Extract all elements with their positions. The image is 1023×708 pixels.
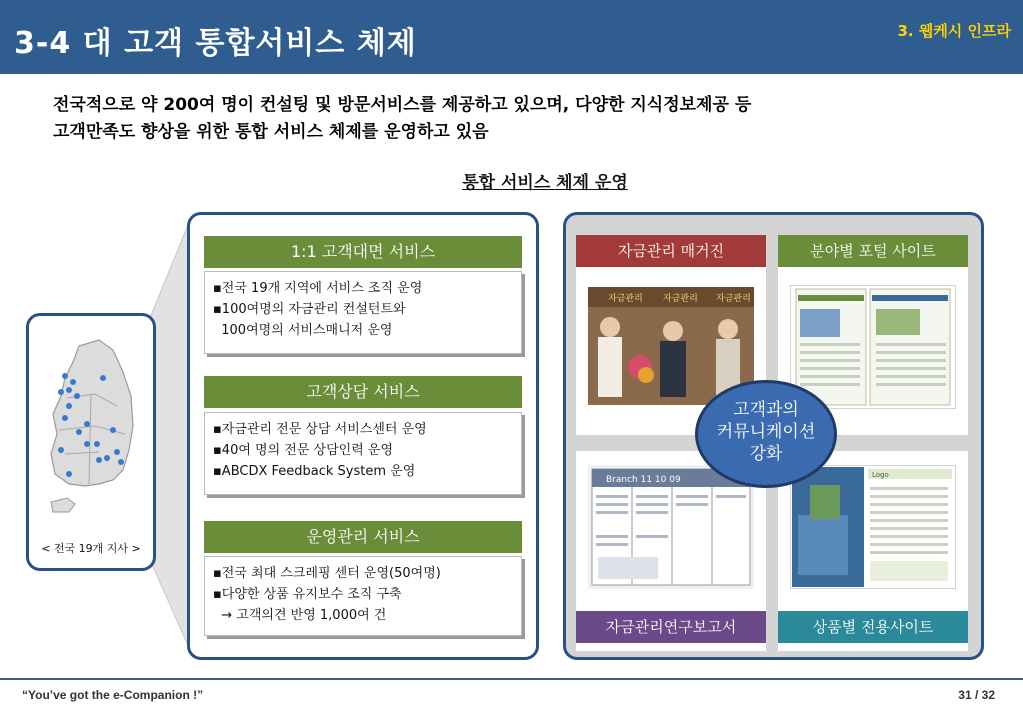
page-number: 31 / 32	[958, 688, 995, 702]
service-item: ▪100여명의 자금관리 컨설턴트와	[213, 302, 406, 317]
product-site-screenshot	[790, 465, 956, 589]
oval-line-3: 강화	[749, 444, 783, 464]
intro-line-1: 전국적으로 약 200여 명이 컨설팅 및 방문서비스를 제공하고 있으며, 다양한 지식정보제공 등	[53, 95, 752, 115]
report-covers-image	[588, 465, 754, 589]
svg-text:Branch 11 10 09: Branch 11 10 09	[606, 475, 681, 485]
service-title-face-to-face: 1:1 고객대면 서비스	[204, 236, 522, 268]
service-body-face-to-face	[204, 271, 522, 354]
channel-label-magazine: 자금관리 매거진	[576, 235, 766, 267]
service-item: ▪다양한 상품 유지보수 조직 구축	[213, 587, 402, 602]
korea-map-panel	[26, 313, 156, 571]
svg-text:자금관리: 자금관리	[716, 294, 751, 304]
service-item: ▪전국 19개 지역에 서비스 조직 운영	[213, 281, 423, 296]
communication-oval	[695, 380, 837, 488]
korea-map-image	[39, 334, 143, 534]
oval-line-2: 커뮤니케이션	[716, 422, 816, 442]
portal-screenshot	[790, 285, 956, 409]
channel-label-product-site: 상품별 전용사이트	[778, 611, 968, 643]
section-label: 3. 웹케시 인프라	[897, 22, 1011, 40]
service-item: 100여명의 서비스매니저 운영	[213, 323, 393, 338]
svg-text:Logo: Logo	[872, 471, 889, 479]
section-subheading: 통합 서비스 체제 운영	[462, 173, 628, 193]
intro-line-2: 고객만족도 향상을 위한 통합 서비스 체제를 운영하고 있음	[53, 122, 489, 142]
service-item: → 고객의견 반영 1,000여 건	[213, 608, 387, 623]
footer-slogan: “You’ve got the e-Companion !”	[22, 688, 204, 702]
footer-divider	[0, 678, 1023, 680]
page-title: 3-4 대 고객 통합서비스 체제	[14, 26, 417, 61]
service-item: ▪자금관리 전문 상담 서비스센터 운영	[213, 422, 427, 437]
svg-text:자금관리: 자금관리	[608, 294, 643, 304]
service-body-operations	[204, 556, 522, 636]
svg-text:자금관리: 자금관리	[663, 294, 698, 304]
service-title-operations: 운영관리 서비스	[204, 521, 522, 553]
service-body-consulting	[204, 412, 522, 495]
service-item: ▪ABCDX Feedback System 운영	[213, 464, 416, 479]
oval-line-1: 고객과의	[733, 400, 799, 420]
service-title-consulting: 고객상담 서비스	[204, 376, 522, 408]
map-caption: < 전국 19개 지사 >	[41, 542, 141, 555]
channel-card-product-site	[778, 451, 968, 651]
service-item: ▪40여 명의 전문 상담인력 운영	[213, 443, 394, 458]
channel-label-report: 자금관리연구보고서	[576, 611, 766, 643]
services-panel	[187, 212, 539, 660]
service-item: ▪전국 최대 스크레핑 센터 운영(50여명)	[213, 566, 441, 581]
channel-label-portal: 분야별 포털 사이트	[778, 235, 968, 267]
